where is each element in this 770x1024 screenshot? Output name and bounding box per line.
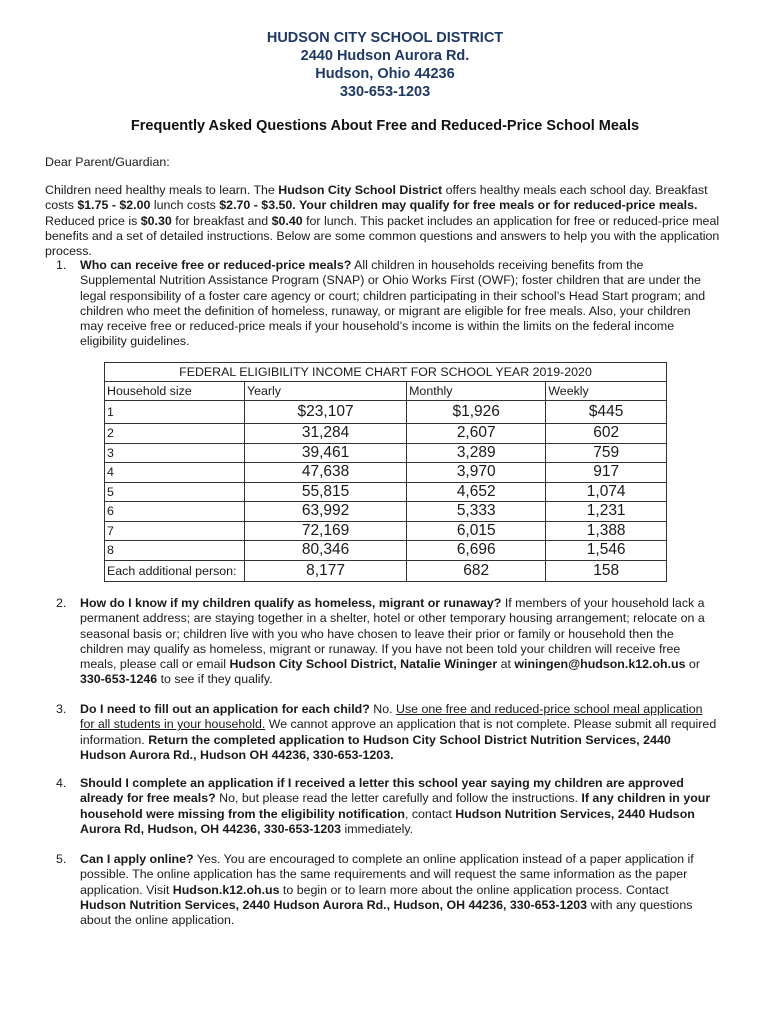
yearly-cell: 39,461 [245,443,407,463]
q3-paragraph: Do I need to fill out an application for each child? No. Use one free and reduced-price school meal application for all students in your household. We cannot approve an application that is not complete. Please submit all required information. Return the completed application to Hudson City School District Nutrition Services, 2440 Hudson Aurora Rd., Hudson OH 44236, 330-653-1203. [80,702,717,762]
weekly-cell: 1,074 [546,482,667,502]
household-size-cell: 3 [105,443,245,463]
header-weekly: Weekly [546,382,667,401]
monthly-cell: 5,333 [407,502,546,522]
q3-question: Do I need to fill out an application for each child? [80,702,370,716]
yearly-cell: 55,815 [245,482,407,502]
table-caption-row [105,363,667,382]
table-row [105,401,667,424]
monthly-cell: 6,696 [407,541,546,561]
monthly-cell: 6,015 [407,521,546,541]
table-header-row [105,382,667,401]
q1-paragraph: Who can receive free or reduced-price meals? All children in households receiving benefits from the Supplemental Nutrition Assistance Program (SNAP) or Ohio Works First (OWF); foster children that are under the legal responsibility of a foster care agency or court; children participating in their school’s Head Start program; and children who meet the definition of homeless, runaway, or migrant are eligible for free meals. Also, your children may receive free or reduced-price meals if your household’s income is within the limits on the federal income eligibility guidelines. [80,258,706,349]
yearly-cell: 8,177 [245,560,407,581]
q3-number: 3. [56,702,67,716]
income-eligibility-table [104,362,667,582]
header-monthly: Monthly [407,382,546,401]
monthly-cell: 682 [407,560,546,581]
q4-paragraph: Should I complete an application if I received a letter this school year saying my children are approved already for free meals? No, but please read the letter carefully and follow the instructions. If any children in your household were missing from the eligibility notification, contact Hudson Nutrition Services, 2440 Hudson Aurora Rd, Hudson, OH 44236, 330-653-1203 immediately. [80,776,711,836]
contact-phone: 330-653-1246 [80,672,158,687]
q2-paragraph: How do I know if my children qualify as homeless, migrant or runaway? If members of your household lack a permanent address; are staying together in a shelter, hotel or other temporary housing arrangement; relocate on a seasonal basis or; children live with you who have chosen to leave their prior or family or household then the children may qualify as homeless, migrant or runaway. If you have not been told your children will receive free meals, please call or email Hudson City School District, Natalie Wininger at winingen@hudson.k12.oh.us or 330-653-1246 to see if they qualify. [80,596,705,687]
q1-number: 1. [56,258,67,272]
table-row [105,521,667,541]
intro-paragraph: Children need healthy meals to learn. The Hudson City School District offers healthy meals each school day. Breakfast costs $1.75 - $2.00 lunch costs $2.70 - $3.50. Your children may qualify for free meals or for reduced-price meals. Reduced price is $0.30 for breakfast and $0.40 for lunch. This packet includes an application for free or reduced-price meal benefits and a set of detailed instructions. Below are some common questions and answers to help you with the application process. [45,183,720,259]
yearly-cell: $23,107 [245,401,407,424]
household-size-cell: 6 [105,502,245,522]
header-yearly: Yearly [245,382,407,401]
table-row [105,424,667,444]
weekly-cell: 917 [546,463,667,483]
weekly-cell: 1,231 [546,502,667,522]
q4-question: Should I complete an application if I received a letter this school year saying my children are approved already for free meals? [80,776,684,806]
weekly-cell: 158 [546,560,667,581]
contact-email: winingen@hudson.k12.oh.us [514,657,686,672]
q5-number: 5. [56,852,67,866]
table-row [105,463,667,483]
yearly-cell: 31,284 [245,424,407,444]
district-phone: 330-653-1203 [339,84,431,100]
household-size-cell: 1 [105,401,245,424]
q2-number: 2. [56,596,67,610]
household-size-cell: 5 [105,482,245,502]
table-row [105,443,667,463]
district-street: 2440 Hudson Aurora Rd. [300,48,470,64]
q5-paragraph: Can I apply online? Yes. You are encouraged to complete an online application instead of a paper application if possible. The online application has the same requirements and will request the same information as the paper application. Visit Hudson.k12.oh.us to begin or to learn more about the online application process. Contact Hudson Nutrition Services, 2440 Hudson Aurora Rd., Hudson, OH 44236, 330-653-1203 with any questions about the online application. [80,852,694,928]
district-name: HUDSON CITY SCHOOL DISTRICT [266,30,504,46]
q5-question: Can I apply online? [80,852,194,866]
q4-number: 4. [56,776,67,790]
monthly-cell: 3,289 [407,443,546,463]
q1-question: Who can receive free or reduced-price meals? [80,258,352,272]
household-size-cell: Each additional person: [105,560,245,581]
household-size-cell: 7 [105,521,245,541]
monthly-cell: $1,926 [407,401,546,424]
weekly-cell: $445 [546,401,667,424]
household-size-cell: 2 [105,424,245,444]
household-size-cell: 4 [105,463,245,483]
weekly-cell: 759 [546,443,667,463]
weekly-cell: 1,546 [546,541,667,561]
monthly-cell: 2,607 [407,424,546,444]
table-row [105,541,667,561]
table-row [105,482,667,502]
yearly-cell: 72,169 [245,521,407,541]
table-caption: FEDERAL ELIGIBILITY INCOME CHART FOR SCHOOL YEAR 2019-2020 [105,363,667,382]
monthly-cell: 3,970 [407,463,546,483]
yearly-cell: 47,638 [245,463,407,483]
yearly-cell: 80,346 [245,541,407,561]
district-city: Hudson, Ohio 44236 [315,66,455,82]
household-size-cell: 8 [105,541,245,561]
weekly-cell: 1,388 [546,521,667,541]
table-row [105,560,667,581]
q2-question: How do I know if my children qualify as homeless, migrant or runaway? [80,596,502,610]
header-household-size: Household size [105,382,245,401]
table-row [105,502,667,522]
monthly-cell: 4,652 [407,482,546,502]
faq-title: Frequently Asked Questions About Free and Reduced-Price School Meals [130,118,640,134]
yearly-cell: 63,992 [245,502,407,522]
greeting: Dear Parent/Guardian: [45,155,170,169]
online-application-link: Hudson.k12.oh.us [172,882,280,897]
weekly-cell: 602 [546,424,667,444]
